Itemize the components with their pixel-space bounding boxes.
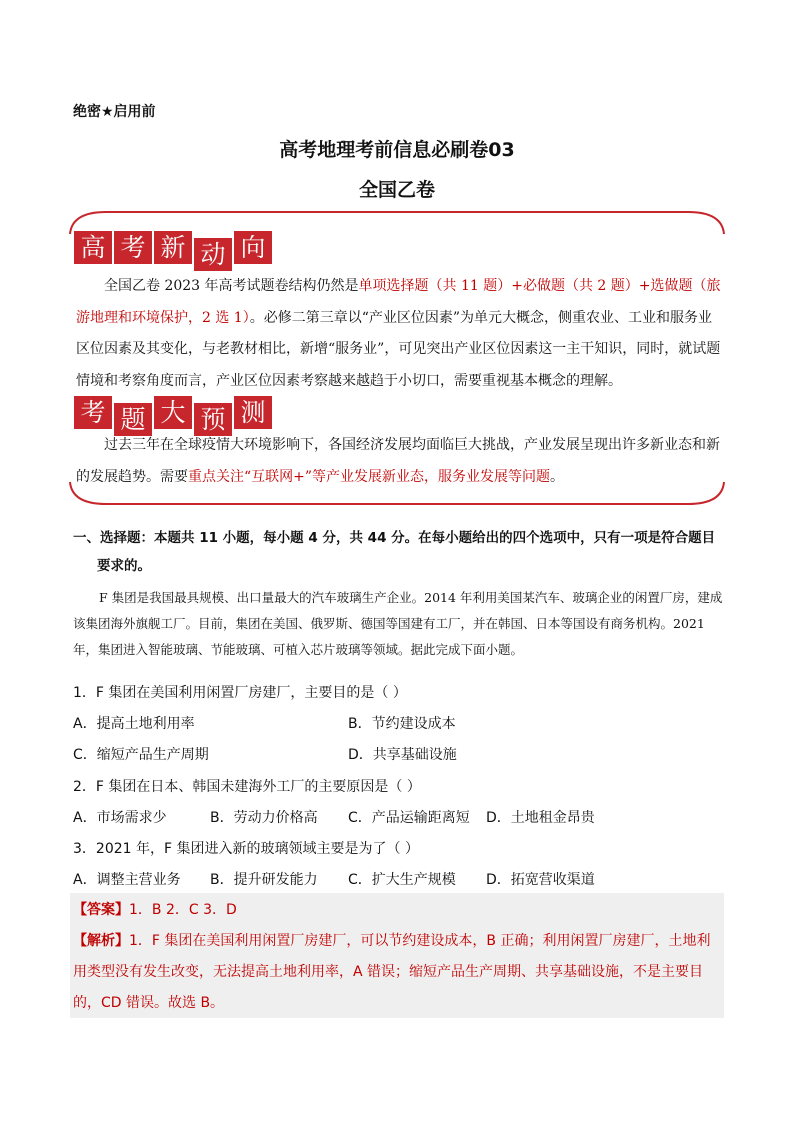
badge-char: 考 — [114, 231, 152, 264]
badge-char: 动 — [194, 238, 232, 271]
page-subtitle: 全国乙卷 — [358, 179, 435, 201]
answer-text: 1．B 2．C 3．D — [129, 902, 237, 918]
p2-text-red: 重点关注“互联网+”等产业发展新业态，服务业发展等问题 — [188, 468, 551, 485]
badge-char: 测 — [234, 396, 272, 429]
badge-char: 考 — [74, 396, 112, 429]
question-3-option-b[interactable]: B．提升研发能力 — [210, 872, 318, 888]
question-2-option-a[interactable]: A．市场需求少 — [73, 810, 167, 826]
badge-char: 题 — [114, 403, 152, 436]
question-2-option-c[interactable]: C．产品运输距离短 — [348, 810, 470, 826]
part1-heading-line1: 一、选择题：本题共 11 小题，每小题 4 分，共 44 分。在每小题给出的四个选项中，只有一项是符合题目 — [73, 530, 716, 546]
analysis-block — [73, 926, 723, 1019]
analysis-tag: 【解析】 — [73, 933, 129, 949]
badge-char: 新 — [154, 231, 192, 264]
part1-heading — [73, 524, 725, 580]
page-title: 高考地理考前信息必刷卷03 — [279, 139, 515, 161]
new-trends-paragraph — [76, 271, 722, 397]
badge-new-trends — [74, 231, 272, 271]
question-1-option-d[interactable]: D．共享基础设施 — [348, 747, 457, 763]
question-1-option-c[interactable]: C．缩短产品生产周期 — [73, 747, 209, 763]
badge-char: 向 — [234, 231, 272, 264]
question-2-option-b[interactable]: B．劳动力价格高 — [210, 810, 318, 826]
question-3-stem: 3．2021 年，F 集团进入新的玻璃领域主要是为了（ ） — [73, 841, 419, 857]
question-3-option-d[interactable]: D．拓宽营收渠道 — [486, 872, 595, 888]
question-1-stem: 1．F 集团在美国利用闲置厂房建厂，主要目的是（ ） — [73, 685, 407, 701]
question-material: F 集团是我国最具规模、出口量最大的汽车玻璃生产企业。2014 年利用美国某汽车、玻璃企业的闲置厂房，建成该集团海外旗舰工厂。目前，集团在美国、俄罗斯、德国等国建有工厂，并在韩国、日本等国设有商务机构。2021 年，集团进入智能玻璃、节能玻璃、可植入芯片玻璃等领域。据此完成下面小题。 — [73, 590, 723, 657]
p1-text-red: 单项选择题（共 11 题）+必做题（共 2 题）+选做题（旅游地理和环境保护，2 选 1） — [76, 278, 721, 326]
confidential-label: 绝密★启用前 — [73, 104, 156, 120]
question-1-option-b[interactable]: B．节约建设成本 — [348, 716, 456, 732]
badge-char: 预 — [194, 403, 232, 436]
p1-text-a: 全国乙卷 2023 年高考试题卷结构仍然是 — [104, 278, 359, 294]
question-2-option-d[interactable]: D．土地租金昂贵 — [486, 810, 595, 826]
analysis-text: 1．F 集团在美国利用闲置厂房建厂，可以节约建设成本，B 正确；利用闲置厂房建厂，土地利用类型没有发生改变，无法提高土地利用率，A 错误；缩短产品生产周期、共享基础设施，不是主要目的，CD 错误。故选 B。 — [73, 933, 711, 1011]
p2-text-b: 。 — [550, 468, 565, 485]
badge-char: 大 — [154, 396, 192, 429]
part1-heading-line2: 要求的。 — [97, 558, 151, 574]
answer-tag: 【答案】 — [73, 902, 129, 918]
question-3-option-a[interactable]: A．调整主营业务 — [73, 872, 181, 888]
p1-text-b: 。必修二第三章以“产业区位因素”为单元大概念，侧重农业、工业和服务业区位因素及其变化，与老教材相比，新增“服务业”，可见突出产业区位因素这一主干知识，同时，就试题情境和考察角度而言，产业区位因素考察越来越趋于小切口，需要重视基本概念的理解。 — [76, 309, 721, 389]
question-1-option-a[interactable]: A．提高土地利用率 — [73, 716, 195, 732]
question-3-option-c[interactable]: C．扩大生产规模 — [348, 872, 456, 888]
answer-line — [73, 895, 723, 926]
p2-text-a: 过去三年在全球疫情大环境影响下，各国经济发展均面临巨大挑战，产业发展呈现出许多新业态和新的发展趋势。需要 — [76, 437, 720, 485]
question-2-stem: 2．F 集团在日本、韩国未建海外工厂的主要原因是（ ） — [73, 779, 421, 795]
badge-char: 高 — [74, 231, 112, 264]
predictions-paragraph — [76, 430, 722, 493]
